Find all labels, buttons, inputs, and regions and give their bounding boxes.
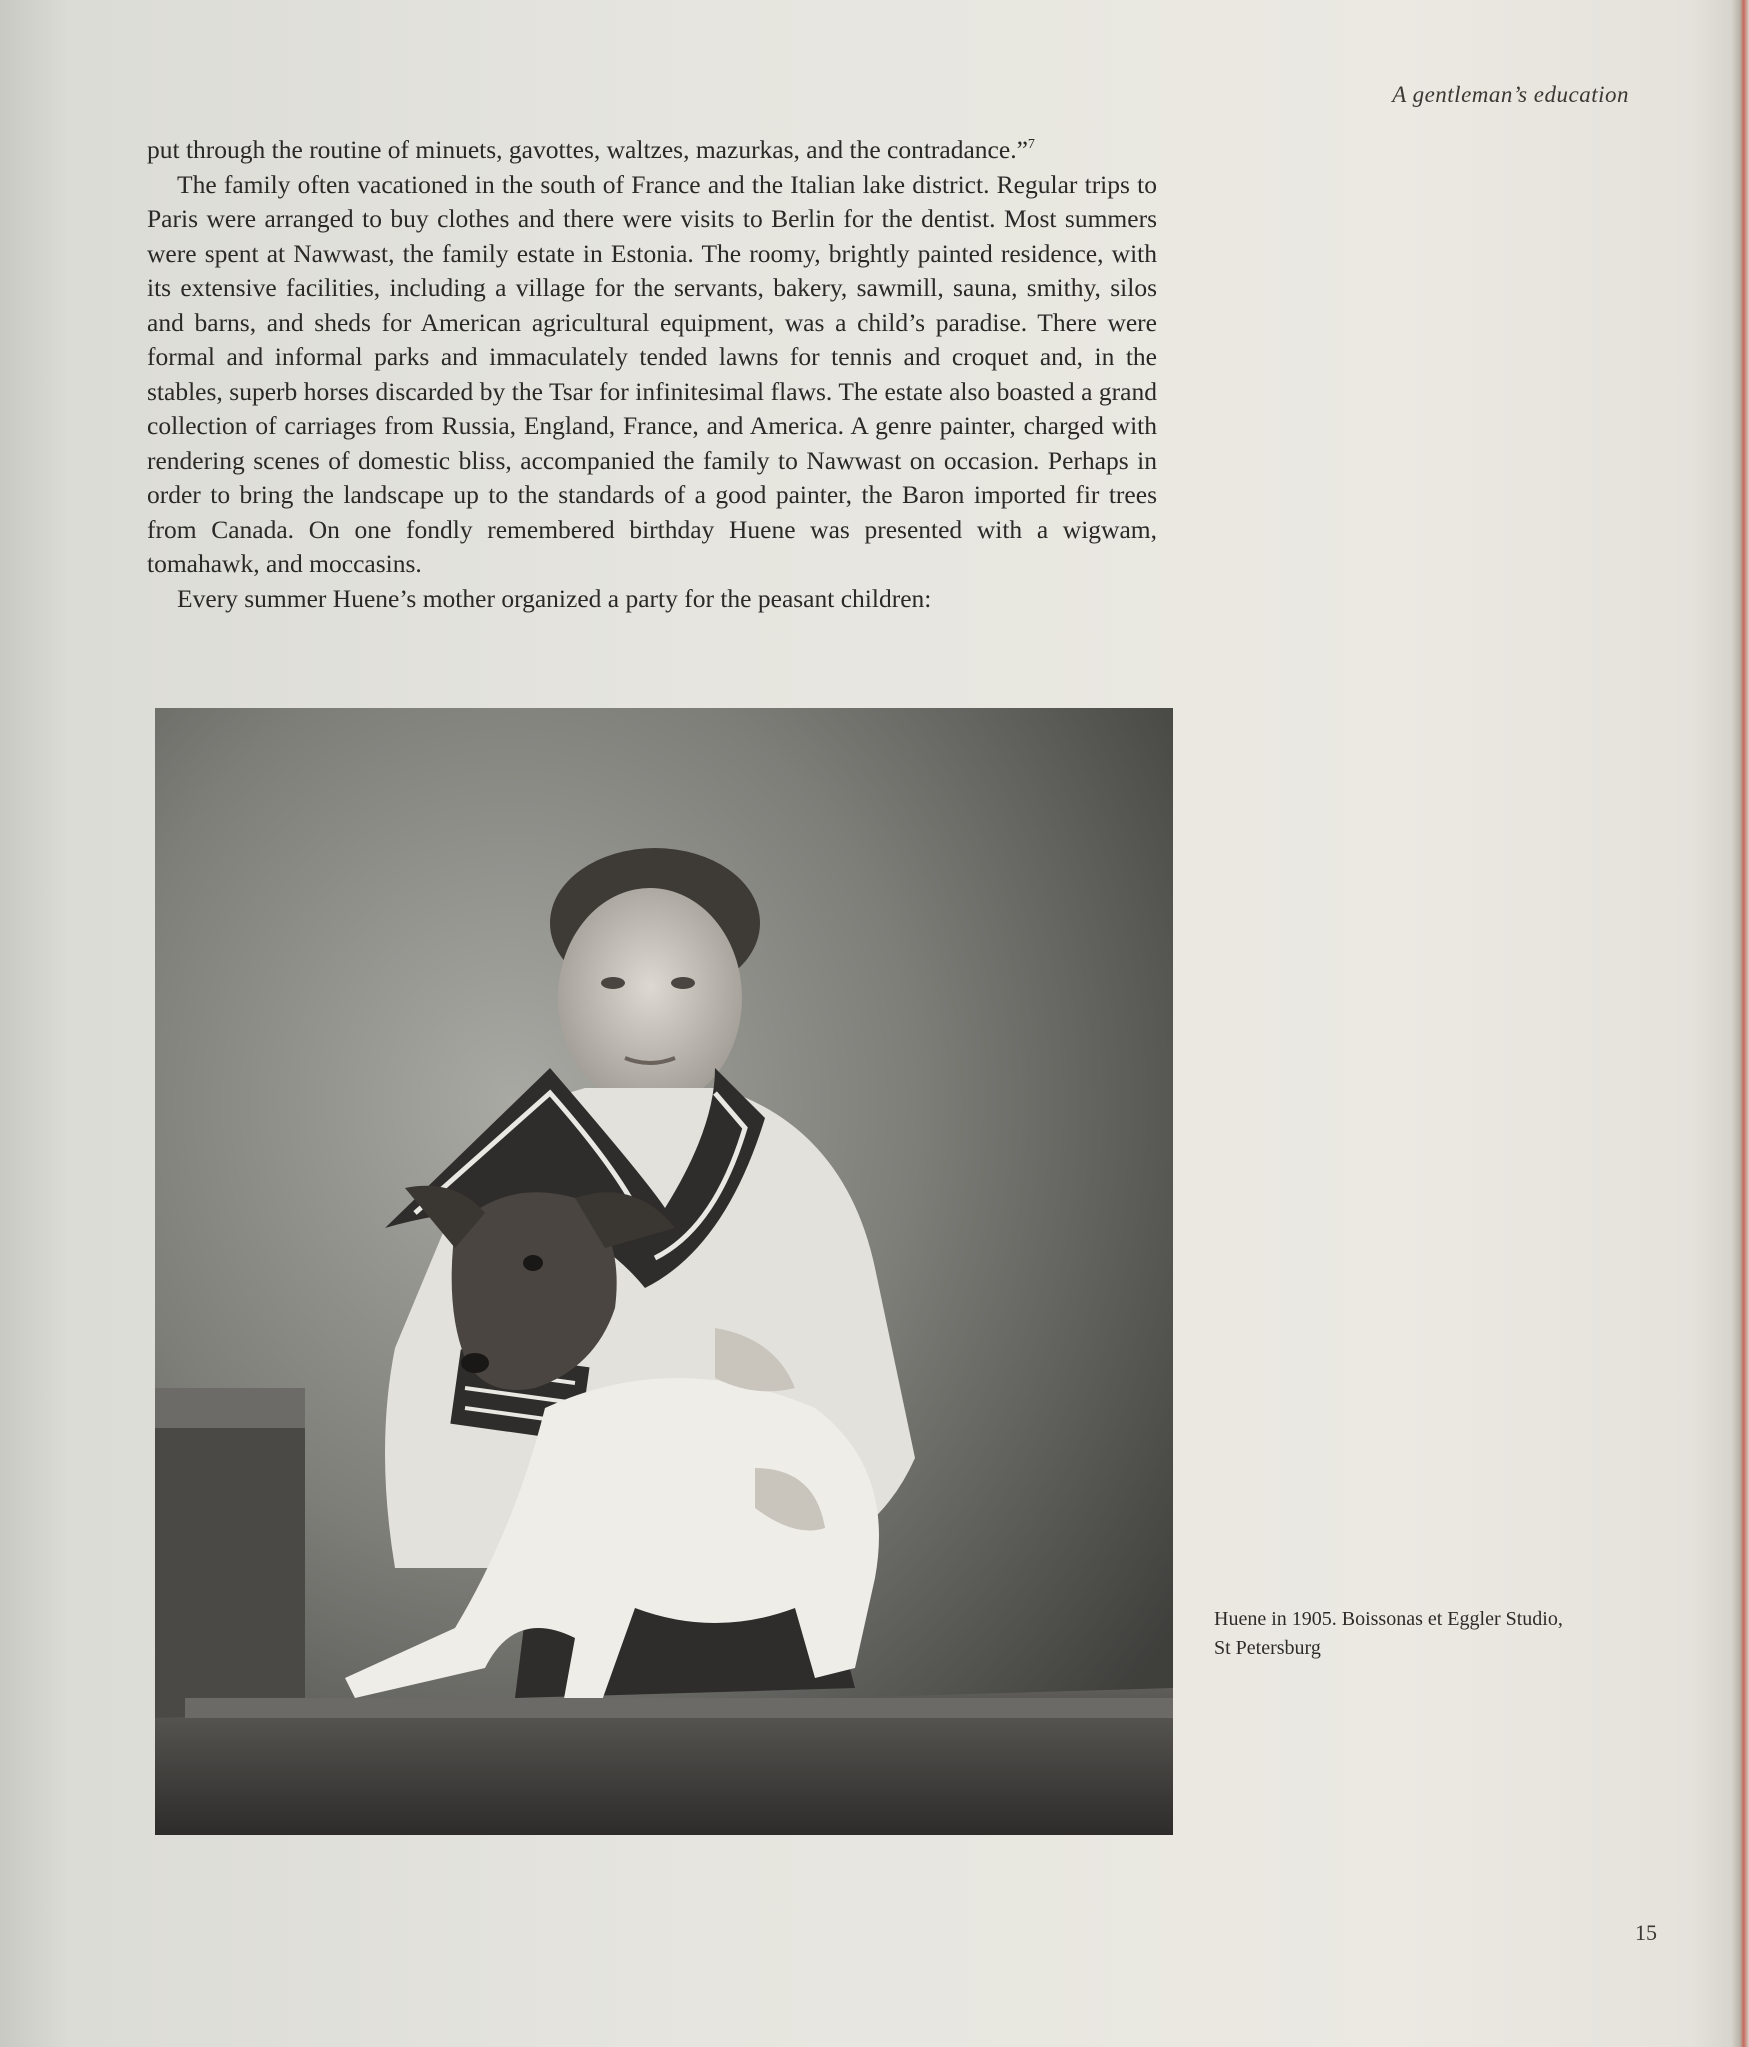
body-text (147, 128, 1157, 616)
paragraph-family-vacations: The family often vacationed in the south of France and the Italian lake district. Regular trips to Paris were arranged to buy clothes and there were visits to Berlin for the dentist. Most summers were spent at Nawwast, the family estate in Estonia. The roomy, brightly painted residence, with its extensive facilities, including a village for the servants, bakery, sawmill, sauna, smithy, silos and barns, and sheds for American agricultural equipment, was a child’s paradise. There were formal and informal parks and immaculately tended lawns for tennis and croquet and, in the stables, superb horses discarded by the Tsar for infinitesimal flaws. The estate also boasted a grand collection of carriages from Russia, England, France, and America. A genre painter, charged with rendering scenes of domestic bliss, accompanied the family to Nawwast on occasion. Perhaps in order to bring the landscape up to the standards of a good painter, the Baron imported fir trees from Canada. On one fondly remembered birthday Huene was presented with a wigwam, tomahawk, and moccasins. (147, 169, 1157, 578)
caption-line-2: St Petersburg (1214, 1637, 1321, 1659)
page-edge (1731, 0, 1749, 2047)
page-number: 15 (1635, 1920, 1657, 1945)
caption-line-1: Huene in 1905. Boissonas et Eggler Studio, (1214, 1608, 1563, 1630)
running-head: A gentleman’s education (1392, 82, 1629, 107)
paragraph-continued: put through the routine of minuets, gavottes, waltzes, mazurkas, and the contradance.”$^7$ (147, 135, 1035, 164)
paragraph-summer-party: Every summer Huene’s mother organized a party for the peasant children: (177, 583, 932, 613)
photo-caption (1214, 1605, 1654, 1663)
page-gutter-shadow (1691, 0, 1731, 2047)
footnote-reference: 7 (1027, 137, 1035, 152)
portrait-photograph (155, 708, 1173, 1835)
